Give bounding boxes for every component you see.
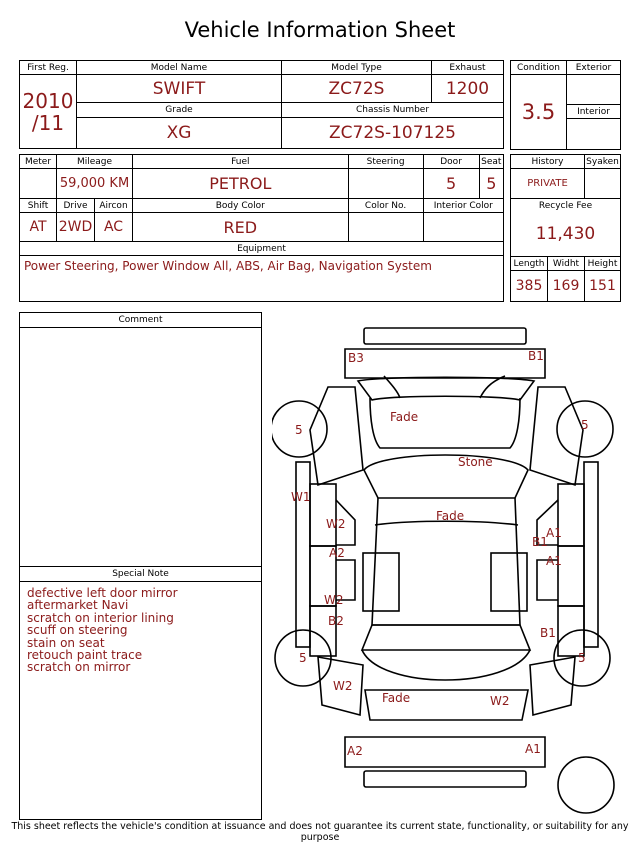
exterior-label: Exterior (567, 61, 621, 75)
fuel-value: PETROL (133, 169, 349, 199)
shift-value: AT (20, 213, 57, 242)
wheel-mark: 5 (581, 418, 589, 432)
damage-mark-w2: W2 (326, 517, 346, 531)
width-value: 169 (548, 271, 585, 302)
damage-mark-a1: A1 (525, 742, 541, 756)
fuel-label: Fuel (133, 155, 349, 169)
length-label: Length (511, 257, 548, 271)
damage-mark-a2: A2 (329, 546, 345, 560)
equipment-label: Equipment (20, 242, 504, 256)
chassis-value: ZC72S-107125 (282, 117, 504, 148)
condition-label: Condition (511, 61, 567, 75)
damage-mark-b3: B3 (348, 351, 364, 365)
model-name-value: SWIFT (77, 75, 282, 103)
mileage-label: Mileage (57, 155, 133, 169)
note-item: scuff on steering (27, 623, 128, 638)
exhaust-value: 1200 (432, 75, 504, 103)
comment-body (20, 328, 261, 566)
damage-mark-w2: W2 (333, 679, 353, 693)
damage-mark-b1: B1 (532, 535, 548, 549)
aircon-label: Aircon (95, 199, 133, 213)
damage-mark-fade: Fade (390, 410, 419, 424)
footer-disclaimer: This sheet reflects the vehicle's condition at issuance and does not guarantee its current state, functionality, or suitability for any purpose (11, 821, 629, 843)
damage-mark-b1: B1 (540, 626, 556, 640)
height-value: 151 (585, 271, 621, 302)
damage-mark-fade: Fade (382, 691, 411, 705)
damage-mark-fade: Fade (436, 509, 465, 523)
interior-label: Interior (567, 105, 621, 119)
mileage-value: 59,000 KM (57, 169, 133, 199)
damage-mark-a1: A1 (546, 526, 562, 540)
note-item: scratch on interior lining (27, 610, 174, 625)
shift-label: Shift (20, 199, 57, 213)
recycle-value: 11,430 (511, 213, 621, 257)
seat-label: Seat (479, 155, 503, 169)
note-item: defective left door mirror (27, 586, 178, 600)
side-info-table (510, 154, 621, 302)
model-name-label: Model Name (77, 61, 282, 75)
grade-value: XG (77, 117, 282, 148)
history-label: History (511, 155, 585, 169)
note-item: stain on seat (27, 635, 105, 650)
first-reg-month: /11 (31, 110, 65, 135)
wheel-mark: 5 (295, 423, 303, 437)
color-no-value (348, 213, 423, 242)
damage-mark-b2: B2 (328, 614, 344, 628)
condition-table (510, 60, 621, 150)
exterior-value (567, 75, 621, 105)
page-title: Vehicle Information Sheet (184, 18, 456, 42)
body-color-label: Body Color (133, 199, 349, 213)
exhaust-label: Exhaust (432, 61, 504, 75)
note-item: aftermarket Navi (27, 598, 129, 613)
door-value: 5 (423, 169, 479, 199)
recycle-label: Recycle Fee (511, 199, 621, 213)
special-notes-list (20, 582, 261, 679)
seat-value: 5 (479, 169, 503, 199)
chassis-label: Chassis Number (282, 103, 504, 117)
length-value: 385 (511, 271, 548, 302)
special-note-label: Special Note (20, 566, 261, 582)
syaken-value (585, 169, 621, 199)
first-reg-year: 2010 (22, 88, 74, 113)
door-label: Door (423, 155, 479, 169)
interior-color-label: Interior Color (423, 199, 503, 213)
history-value: PRIVATE (511, 169, 585, 199)
body-color-value: RED (133, 213, 349, 242)
first-reg-value (20, 75, 77, 149)
car-damage-diagram (272, 320, 622, 820)
steering-value (348, 169, 423, 199)
meter-label: Meter (20, 155, 57, 169)
note-item: scratch on mirror (27, 660, 131, 675)
top-info-table (19, 60, 504, 149)
drive-value: 2WD (57, 213, 95, 242)
damage-mark-b1: B1 (528, 349, 544, 363)
syaken-label: Syaken (586, 156, 619, 167)
model-type-label: Model Type (282, 61, 432, 75)
width-label: Widht (548, 257, 585, 271)
comment-label: Comment (20, 313, 261, 328)
aircon-value: AC (95, 213, 133, 242)
specs-table (19, 154, 504, 302)
interior-value (567, 119, 621, 150)
color-no-label: Color No. (348, 199, 423, 213)
model-type-value: ZC72S (282, 75, 432, 103)
equipment-value: Power Steering, Power Window All, ABS, Air Bag, Navigation System (20, 256, 504, 302)
damage-mark-w2: W2 (490, 694, 510, 708)
damage-mark-stone: Stone (458, 455, 493, 469)
steering-label: Steering (348, 155, 423, 169)
comment-panel (19, 312, 262, 820)
meter-value (20, 169, 57, 199)
grade-label: Grade (77, 103, 282, 117)
drive-label: Drive (57, 199, 95, 213)
damage-mark-w2: W2 (324, 593, 344, 607)
note-item: retouch paint trace (27, 648, 143, 663)
condition-score: 3.5 (511, 75, 567, 150)
wheel-mark: 5 (299, 651, 307, 665)
height-label: Height (585, 257, 621, 271)
wheel-mark: 5 (578, 651, 586, 665)
first-reg-label: First Reg. (20, 61, 77, 75)
interior-color-value (423, 213, 503, 242)
damage-mark-w1: W1 (291, 490, 311, 504)
damage-mark-a1: A1 (546, 554, 562, 568)
damage-mark-a2: A2 (347, 744, 363, 758)
